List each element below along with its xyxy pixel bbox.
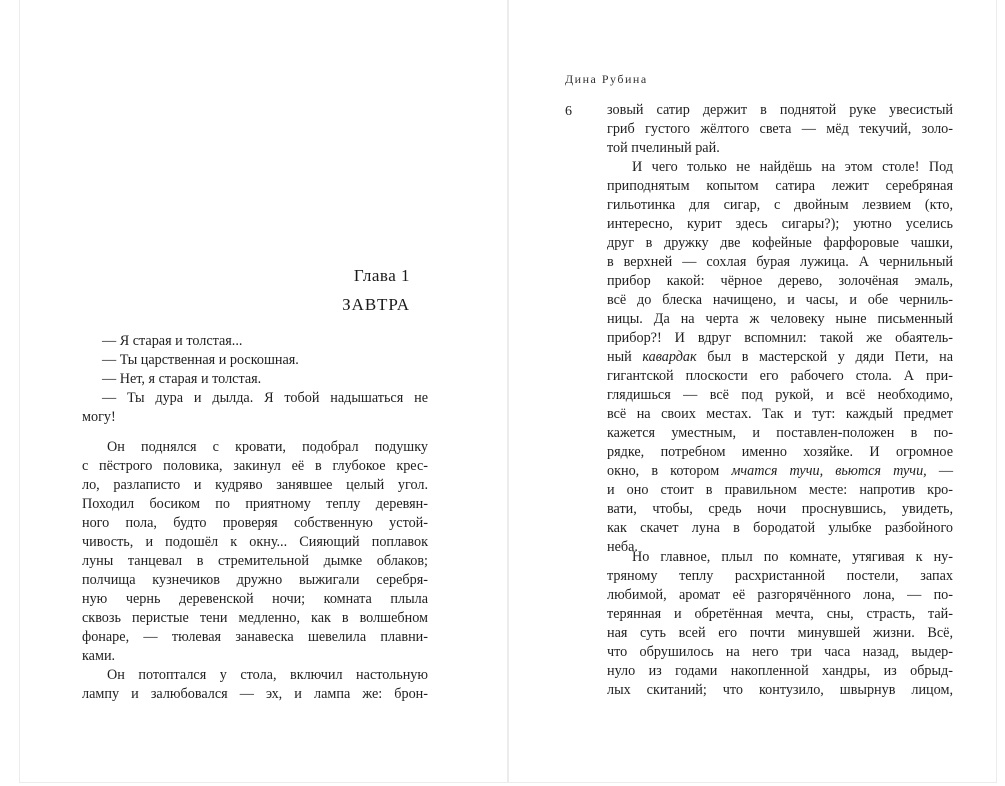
text-line: прибор?! И вдруг вспомнил: такой же обаятель- [607,330,953,346]
dialogue-line: — Я старая и толстая... [102,333,243,349]
text-line: ками. [82,648,116,664]
text-line: глядишься — всё под рукой, и всё необходимо, [607,387,953,403]
text-line: Но главное, плыл по комнате, утягивая к ну- [632,549,953,565]
text-line: ную чернь деревенской ночи; комната плыла [82,591,428,607]
page-number: 6 [565,104,572,119]
text-line: неба. [607,539,638,555]
text-line: в верхней — сохлая бурая лужица. А чернильный [607,254,953,270]
text-line: И чего только не найдёшь на этом столе! Под [632,159,953,175]
italic-phrase: мчатся тучи, вьются тучи, [731,463,927,479]
text-line: чивость, и подошёл к окну... Сияющий поплавок [82,534,428,550]
chapter-title: ЗАВТРА [342,295,410,314]
text-line: рядке, потребном именно хозяйке. И огромное [607,444,953,460]
dialogue-block [82,332,428,427]
text-line: любимой, аромат её разгорячённого лона, — по- [607,587,953,603]
text-line: Он поднялся с кровати, подобрал подушку [107,439,428,455]
text-line: гигантской плоскости его рабочего стола. А при- [607,368,953,384]
dialogue-line: — Ты царственная и роскошная. [102,352,299,368]
text-line: приподнятым копытом сатира лежит серебряная [607,178,953,194]
paragraph-block [82,438,428,704]
text-line: ная суть всей его почти минувшей жизни. Всё, [607,625,953,641]
text-line [607,462,953,481]
text-line: прибор какой: чёрное дерево, золочёная эмаль, [607,273,953,289]
text-line: и оно стоит в правильном месте: напротив кро- [607,482,953,498]
right-page [509,0,996,782]
text-line: терянная и обретённая мечта, сны, страсть, тай- [607,606,953,622]
dialogue-line: — Ты дура и дылда. Я тобой надышаться не [102,390,428,406]
text-line: ло, разлаписто и кудряво занявшее целый угол. [82,477,428,493]
left-page [20,0,507,782]
text-line: друг в дружку две кофейные фарфоровые чашки, [607,235,953,251]
text-line: лампу и залюбовался — эх, и лампа же: брон- [82,686,428,702]
paragraph-block [607,548,953,700]
text-line: фонаре, — тюлевая занавеска шевелила плавни- [82,629,428,645]
text-line: как скачет луна в бородатой улыбке разбойного [607,520,953,536]
text-line: той пчелиный рай. [607,140,720,156]
text-line: тряному теплу расхристанной постели, запах [607,568,953,584]
text-line: полчища кузнечиков дружно выжигали серебря- [82,572,428,588]
chapter-number: Глава 1 [353,266,410,285]
text-line: всё до блеска начищено, и часы, и обе черниль- [607,292,953,308]
text-line: гриб густого жёлтого света — мёд текучий, золо- [607,121,953,137]
running-head: Дина Рубина [565,72,648,86]
text-line [607,348,953,367]
text-line: лых скитаний; что контузило, швырнув лицом, [607,682,953,698]
text-line: ного пола, будто проверяя собственную устой- [82,515,428,531]
text-line: Походил босиком по приятному теплу деревян- [82,496,428,512]
text-line: что обрушилось на него три часа назад, выдер- [607,644,953,660]
text-line: зовый сатир держит в поднятой руке увесистый [607,102,953,118]
text-line: гильотинка для сигар, с двойным лезвием (кто, [607,197,953,213]
text-line: интересно, курит здесь сигары?); уютно уселись [607,216,953,232]
dialogue-line: — Нет, я старая и толстая. [102,371,262,387]
text-line: сквозь перистые тени медленно, как в волшебном [82,610,428,626]
text-line: с пёстрого половика, закинул её в глубокое крес- [82,458,428,474]
text-fragment: — [938,463,954,479]
text-fragment: ный [607,349,632,365]
text-line: Он потоптался у стола, включил настольную [107,667,428,683]
text-line: всё на своих местах. Так и тут: каждый предмет [607,406,953,422]
text-line: луны танцевал в стремительной дымке облаков; [82,553,428,569]
text-line: кажется уместным, и поставлен-положен в по- [607,425,953,441]
text-fragment: окно, в котором [607,463,720,479]
text-line: ницы. Да на черта ж человеку ныне письменный [607,311,953,327]
text-line: нуло из годами накопленной хандры, из обрыд- [607,663,953,679]
italic-word: кавардак [642,349,697,365]
text-line: вати, чтобы, средь ночи проснувшись, увидеть, [607,501,953,517]
dialogue-line: могу! [82,409,116,425]
text-fragment: был в мастерской у дяди Пети, на [707,349,953,365]
paragraph-block [607,101,953,557]
